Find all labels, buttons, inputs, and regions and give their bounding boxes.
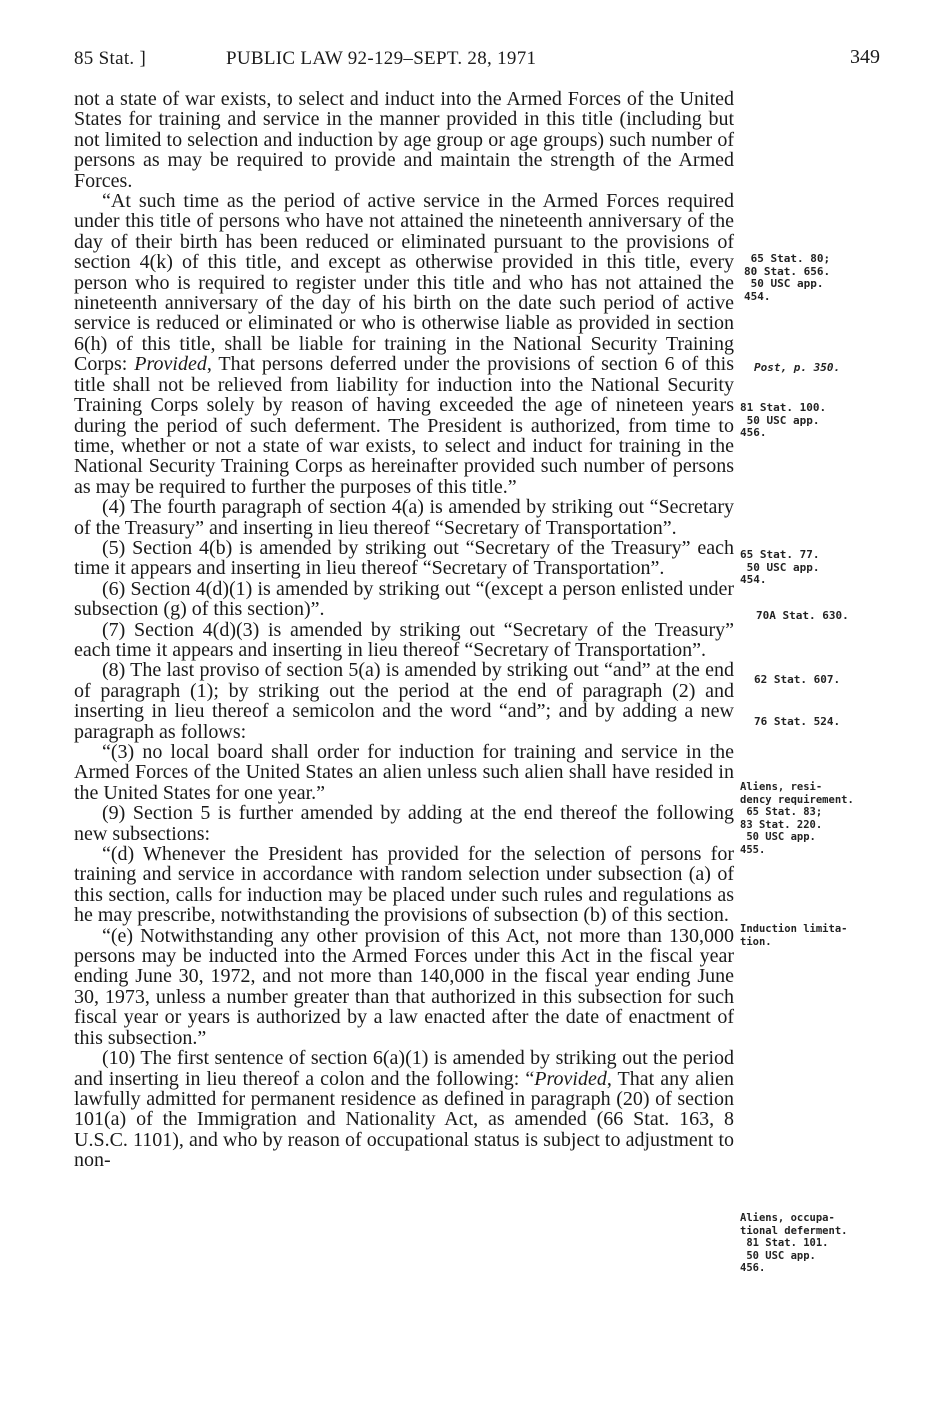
body-text [74, 89, 734, 1171]
margin-note-aliens-residency: Aliens, resi- dency requirement. 65 Stat. 83; 83 Stat. 220. 50 USC app. 455. [740, 781, 854, 856]
statute-volume-label: 85 Stat. ] [74, 48, 147, 69]
paragraph: “(3) no local board shall order for induction for training and service in the Armed Forces of the United States an alien unless such alien shall have resided in the United States for one year.” [74, 741, 734, 804]
paragraph: (10) The first sentence of section 6(a)(1) is amended by striking out the period and inserting in lieu thereof a colon and the following: “Provided, That any alien lawfully admitted for permanent residence as defined in paragraph (20) of section 101(a) of the Immigration and Nationality Act, as amended (66 Stat. 163, 8 U.S.C. 1101), and who by reason of occupational status is subject to adjustment to non- [74, 1047, 734, 1172]
margin-citation: 70A Stat. 630. [756, 609, 849, 622]
margin-note-induction-limitation: Induction limita- tion. [740, 923, 848, 948]
paragraph: (8) The last proviso of section 5(a) is amended by striking out “and” at the end of paragraph (1); by striking out the period at the end of paragraph (2) and inserting in lieu thereof a semicolon and the word “and”; and by adding a new paragraph as follows: [74, 659, 734, 743]
paragraph: not a state of war exists, to select and induct into the Armed Forces of the United States for training and service in the manner provided in this title (including but not limited to selection and induction by age group or age groups) such number of persons as may be required to provide and maintain the strength of the Armed Forces. [74, 88, 734, 192]
margin-note-aliens-occupational: Aliens, occupa- tional deferment. 81 Stat. 101. 50 USC app. 456. [740, 1212, 848, 1274]
page-number: 349 [850, 46, 880, 68]
paragraph: (9) Section 5 is further amended by adding at the end thereof the following new subsections: [74, 802, 734, 845]
margin-citation: Post, p. 350. [754, 361, 841, 374]
paragraph: “At such time as the period of active service in the Armed Forces required under this title of persons who have not attained the nineteenth anniversary of the day of their birth has been reduced or eliminated pursuant to the provisions of section 4(k) of this title, and except as otherwise provided in this title, every person who is required to register under this title and who has not attained the nineteenth anniversary of the day of his birth on the date such period of active service is reduced or eliminated or who is otherwise liable as provided in section 6(h) of this title, shall be liable for training in the National Security Training Corps: Provided, That persons deferred under the provisions of section 6 of this title shall not be relieved from liability for induction into the National Security Training Corps solely by reason of having exceeded the age of nineteen years during the period of such deferment. The President is authorized, from time to time, whether or not a state of war exists, to select and induct for training in the National Security Training Corps as hereinafter provided such number of persons as may be required to further the purposes of this title.” [74, 190, 734, 498]
page-header [74, 44, 880, 74]
paragraph: “(e) Notwithstanding any other provision of this Act, not more than 130,000 persons may be inducted into the Armed Forces under this Act in the fiscal year ending June 30, 1972, and not more than 140,000 in the fiscal year ending June 30, 1973, unless a number greater than that authorized in this subsection for such fiscal year or years is authorized by a law enacted after the date of enactment of this subsection.” [74, 924, 734, 1049]
law-title: PUBLIC LAW 92-129–SEPT. 28, 1971 [226, 48, 537, 69]
margin-citation: 81 Stat. 100. 50 USC app. 456. [740, 401, 827, 439]
paragraph: (7) Section 4(d)(3) is amended by striking out “Secretary of the Treasury” each time it appears and inserting in lieu thereof “Secretary of Transportation”. [74, 618, 734, 661]
paragraph: (5) Section 4(b) is amended by striking out “Secretary of the Treasury” each time it appears and inserting in lieu thereof “Secretary of Transportation”. [74, 536, 734, 580]
margin-citation: 62 Stat. 607. [754, 673, 841, 686]
margin-citation: 65 Stat. 77. 50 USC app. 454. [740, 548, 820, 586]
margin-citation: 76 Stat. 524. [754, 715, 841, 728]
paragraph: (4) The fourth paragraph of section 4(a) is amended by striking out “Secretary of the Treasury” and inserting in lieu thereof “Secretary of Transportation”. [74, 496, 734, 539]
paragraph: (6) Section 4(d)(1) is amended by striking out “(except a person enlisted under subsection (g) of this section)”. [74, 577, 734, 621]
paragraph: “(d) Whenever the President has provided for the selection of persons for training and service in accordance with random selection under subsection (a) of this section, calls for induction may be placed under such rules and regulations as he may prescribe, notwithstanding the provisions of subsection (b) of this section. [74, 843, 734, 927]
margin-citation: 65 Stat. 80; 80 Stat. 656. 50 USC app. 454. [744, 252, 831, 303]
